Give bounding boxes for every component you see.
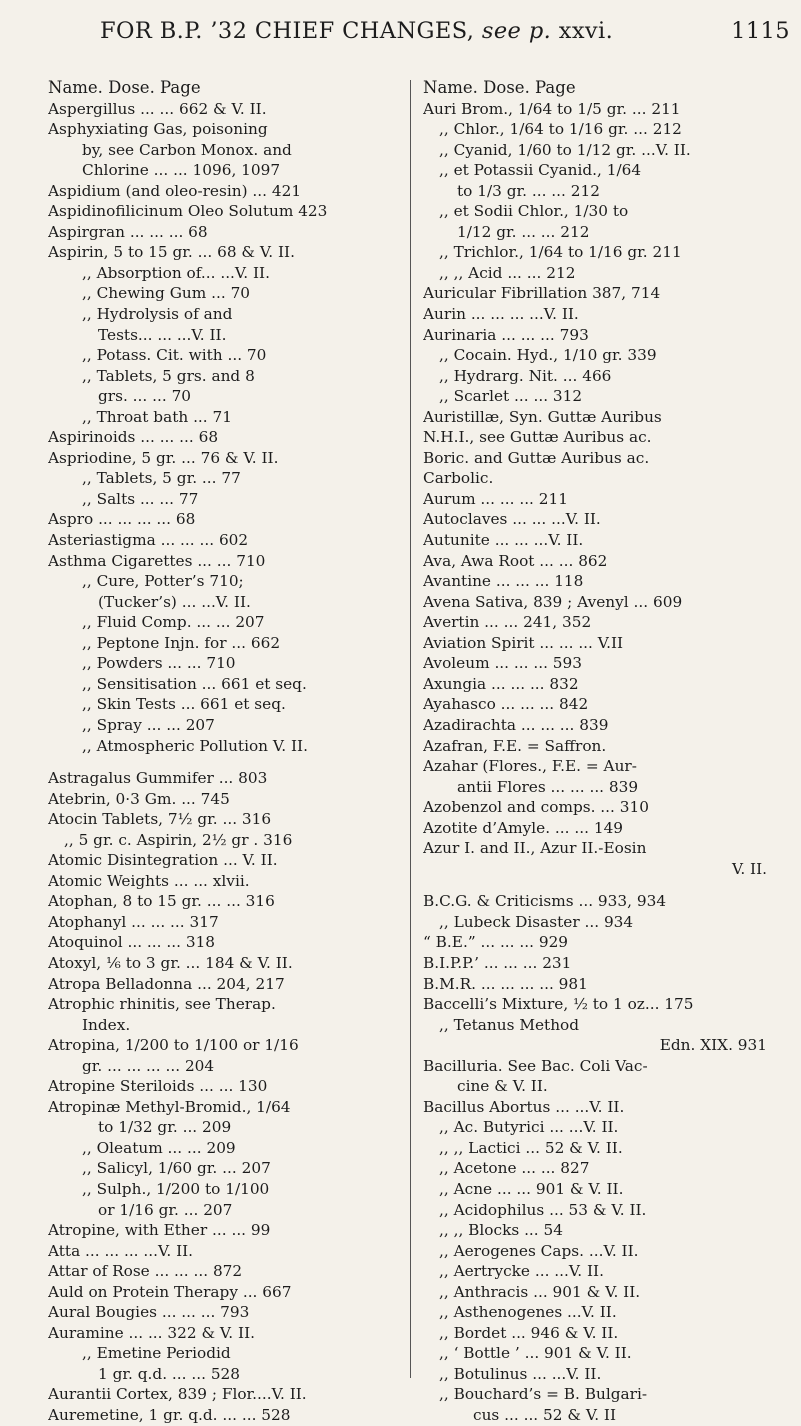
- index-entry: or 1/16 gr. ... 207: [98, 1200, 233, 1219]
- index-entry: 1 gr. q.d. ... ... 528: [98, 1364, 241, 1383]
- index-entry: Attar of Rose ... ... ... 872: [48, 1262, 243, 1281]
- index-entry: ,, Chlor., 1/64 to 1/16 gr. ... 212: [439, 120, 682, 139]
- index-entry: Atebrin, 0·3 Gm. ... 745: [48, 789, 230, 808]
- index-entry: Aural Bougies ... ... ... 793: [48, 1303, 250, 1322]
- column-heading: Name. Dose. Page: [48, 78, 201, 97]
- index-entry: Bacilluria. See Bac. Coli Vac-: [423, 1056, 648, 1075]
- running-header: [100, 18, 790, 44]
- index-entry: ,, Peptone Injn. for ... 662: [82, 633, 281, 652]
- index-entry: Autunite ... ... ...V. II.: [423, 531, 584, 550]
- index-entry: Chlorine ... ... 1096, 1097: [82, 161, 281, 180]
- index-entry: ,, Sensitisation ... 661 et seq.: [82, 674, 307, 693]
- index-entry: Auricular Fibrillation 387, 714: [423, 284, 661, 303]
- index-entry: ,, Salicyl, 1/60 gr. ... 207: [82, 1159, 271, 1178]
- index-entry: Atrophic rhinitis, see Therap.: [48, 995, 276, 1014]
- index-entry: Carbolic.: [423, 469, 494, 488]
- index-entry: Atropine Steriloids ... ... 130: [48, 1077, 268, 1096]
- index-entry: ,, et Sodii Chlor., 1/30 to: [439, 202, 629, 221]
- index-entry: Avena Sativa, 839 ; Avenyl ... 609: [423, 592, 683, 611]
- index-entry: ,, Potass. Cit. with ... 70: [82, 346, 267, 365]
- index-entry: ,, ‘ Bottle ’ ... 901 & V. II.: [439, 1344, 632, 1363]
- index-entry: Atoxyl, ⅙ to 3 gr. ... 184 & V. II.: [48, 953, 293, 972]
- left-column: [48, 78, 396, 1426]
- index-entry: Auremetine, 1 gr. q.d. ... ... 528: [48, 1406, 291, 1424]
- index-entry: Astragalus Gummifer ... 803: [48, 769, 268, 788]
- index-entry: “ B.E.” ... ... ... 929: [423, 933, 569, 952]
- index-entry: ,, Oleatum ... ... 209: [82, 1138, 236, 1157]
- index-entry: ,, Acetone ... ... 827: [439, 1159, 590, 1178]
- index-entry: ,, Fluid Comp. ... ... 207: [82, 613, 265, 632]
- index-entry: Azafran, F.E. = Saffron.: [423, 736, 607, 755]
- index-entry: B.I.P.P.’ ... ... ... 231: [423, 953, 572, 972]
- index-entry: ,, Hydrolysis of and: [82, 305, 233, 324]
- index-entry: Aspriodine, 5 gr. ... 76 & V. II.: [48, 448, 279, 467]
- index-entry: Ava, Awa Root ... ... 862: [423, 551, 608, 570]
- index-entry: Aurantii Cortex, 839 ; Flor....V. II.: [48, 1385, 307, 1404]
- entry-continuation: V. II.: [731, 859, 767, 878]
- index-entry: ,, Throat bath ... 71: [82, 407, 232, 426]
- index-entry: Azobenzol and comps. ... 310: [423, 798, 649, 817]
- index-entry: Atomic Weights ... ... xlvii.: [48, 871, 250, 890]
- index-entry: Auramine ... ... 322 & V. II.: [48, 1323, 255, 1342]
- index-entry: ,, Acidophilus ... 53 & V. II.: [439, 1200, 647, 1219]
- index-entry: ,, ,, Blocks ... 54: [439, 1221, 563, 1240]
- index-entry: Boric. and Guttæ Auribus ac.: [423, 448, 650, 467]
- index-entry: ,, Salts ... ... 77: [82, 489, 199, 508]
- index-entry: Atophanyl ... ... ... 317: [48, 912, 219, 931]
- index-entry: Bacillus Abortus ... ...V. II.: [423, 1097, 625, 1116]
- index-entry: Atropine, with Ether ... ... 99: [48, 1221, 271, 1240]
- index-entry: Auristillæ, Syn. Guttæ Auribus: [423, 407, 662, 426]
- column-divider: [410, 80, 411, 1378]
- index-entry: ,, Absorption of... ...V. II.: [82, 263, 270, 282]
- index-entry: ,, Lubeck Disaster ... 934: [439, 912, 634, 931]
- index-entry: Aspergillus ... ... 662 & V. II.: [48, 99, 267, 118]
- index-entry: Asphyxiating Gas, poisoning: [48, 120, 268, 139]
- index-entry: ,, Ac. Butyrici ... ...V. II.: [439, 1118, 619, 1137]
- index-entry: Ayahasco ... ... ... 842: [423, 695, 589, 714]
- index-entry: to 1/3 gr. ... ... 212: [457, 181, 600, 200]
- index-entry: Azotite d’Amyle. ... ... 149: [423, 818, 624, 837]
- index-entry: (Tucker’s) ... ...V. II.: [98, 592, 251, 611]
- index-entry: ,, Powders ... ... 710: [82, 654, 236, 673]
- entry-continuation: Edn. XIX. 931: [659, 1036, 767, 1055]
- index-entry: Auld on Protein Therapy ... 667: [48, 1282, 292, 1301]
- index-entry: [423, 1035, 767, 1056]
- index-entry: ,, Bouchard’s = B. Bulgari-: [439, 1385, 648, 1404]
- index-entry: ,, Aertrycke ... ...V. II.: [439, 1262, 604, 1281]
- index-entry: B.C.G. & Criticisms ... 933, 934: [423, 892, 667, 911]
- index-entry: ,, Spray ... ... 207: [82, 715, 215, 734]
- index-entry: by, see Carbon Monox. and: [82, 140, 292, 159]
- index-entry: cus ... ... 52 & V. II: [473, 1406, 617, 1424]
- index-entry: Aspirin, 5 to 15 gr. ... 68 & V. II.: [48, 243, 295, 262]
- index-entry: Aspidinofilicinum Oleo Solutum 423: [48, 202, 328, 221]
- index-entry: Atophan, 8 to 15 gr. ... ... 316: [48, 892, 275, 911]
- index-entry: ,, Acne ... ... 901 & V. II.: [439, 1179, 624, 1198]
- index-entry: Aurinaria ... ... ... 793: [423, 325, 589, 344]
- index-entry: Azadirachta ... ... ... 839: [423, 715, 609, 734]
- index-entry: ,, et Potassii Cyanid., 1/64: [439, 161, 642, 180]
- index-entry: ,, Bordet ... 946 & V. II.: [439, 1323, 619, 1342]
- index-entry: Aurin ... ... ... ...V. II.: [423, 305, 579, 324]
- index-entry: Avantine ... ... ... 118: [423, 572, 584, 591]
- column-heading: Name. Dose. Page: [423, 78, 576, 97]
- index-entry: ,, Emetine Periodid: [82, 1344, 231, 1363]
- index-entry: ,, ,, Lactici ... 52 & V. II.: [439, 1138, 623, 1157]
- page-number: 1115: [731, 18, 790, 44]
- right-column: [423, 78, 767, 1426]
- index-entry: Avoleum ... ... ... 593: [423, 654, 582, 673]
- index-entry: B.M.R. ... ... ... ... 981: [423, 974, 588, 993]
- index-entry: ,, Tablets, 5 grs. and 8: [82, 366, 255, 385]
- index-entry: Avertin ... ... 241, 352: [423, 613, 592, 632]
- index-entry: Atocin Tablets, 7½ gr. ... 316: [48, 810, 272, 829]
- index-entry: Aviation Spirit ... ... ... V.II: [423, 633, 624, 652]
- index-entry: Asthma Cigarettes ... ... 710: [48, 551, 266, 570]
- index-entry: ,, Aerogenes Caps. ...V. II.: [439, 1241, 639, 1260]
- index-entry: Tests... ... ...V. II.: [98, 325, 227, 344]
- index-entry: N.H.I., see Guttæ Auribus ac.: [423, 428, 652, 447]
- index-entry: cine & V. II.: [457, 1077, 548, 1096]
- index-entry: ,, Hydrarg. Nit. ... 466: [439, 366, 612, 385]
- index-entry: [423, 859, 767, 880]
- index-entry: Aspirgran ... ... ... 68: [48, 222, 208, 241]
- header-title: FOR B.P. ’32 CHIEF CHANGES,: [100, 18, 475, 44]
- index-entry: Auri Brom., 1/64 to 1/5 gr. ... 211: [423, 99, 681, 118]
- index-entry: Atropinæ Methyl-Bromid., 1/64: [48, 1097, 291, 1116]
- index-entry: ,, Chewing Gum ... 70: [82, 284, 251, 303]
- index-entry: ,, Cocain. Hyd., 1/10 gr. 339: [439, 346, 657, 365]
- index-entry: Index.: [82, 1015, 131, 1034]
- index-entry: Aspirinoids ... ... ... 68: [48, 428, 219, 447]
- index-entry: Baccelli’s Mixture, ½ to 1 oz... 175: [423, 995, 694, 1014]
- index-entry: Autoclaves ... ... ...V. II.: [423, 510, 601, 529]
- index-entry: ,, 5 gr. c. Aspirin, 2½ gr . 316: [64, 830, 293, 849]
- section-gap: [423, 879, 767, 891]
- index-entry: ,, Botulinus ... ...V. II.: [439, 1364, 602, 1383]
- index-entry: ,, Anthracis ... 901 & V. II.: [439, 1282, 641, 1301]
- index-entry: Aurum ... ... ... 211: [423, 489, 568, 508]
- index-entry: ,, Tablets, 5 gr. ... 77: [82, 469, 241, 488]
- index-entry: Atoquinol ... ... ... 318: [48, 933, 216, 952]
- index-entry: Asteriastigma ... ... ... 602: [48, 531, 249, 550]
- index-entry: ,, Scarlet ... ... 312: [439, 387, 583, 406]
- index-entry: ,, Tetanus Method: [439, 1015, 580, 1034]
- index-entry: Azahar (Flores., F.E. = Aur-: [423, 757, 637, 776]
- index-entry: ,, Skin Tests ... 661 et seq.: [82, 695, 286, 714]
- header-roman: xxvi.: [558, 18, 614, 44]
- section-gap: [48, 756, 396, 768]
- index-entry: Atropa Belladonna ... 204, 217: [48, 974, 285, 993]
- index-entry: ,, Cure, Potter’s 710;: [82, 572, 244, 591]
- index-entry: Axungia ... ... ... 832: [423, 674, 579, 693]
- index-entry: antii Flores ... ... ... 839: [457, 777, 639, 796]
- index-entry: Aspidium (and oleo-resin) ... 421: [48, 181, 302, 200]
- index-entry: gr. ... ... ... ... 204: [82, 1056, 215, 1075]
- index-entry: ,, Asthenogenes ...V. II.: [439, 1303, 617, 1322]
- index-entry: Azur I. and II., Azur II.-Eosin: [423, 839, 647, 858]
- index-entry: Aspro ... ... ... ... 68: [48, 510, 196, 529]
- index-entry: ,, Cyanid, 1/60 to 1/12 gr. ...V. II.: [439, 140, 691, 159]
- index-entry: ,, Trichlor., 1/64 to 1/16 gr. 211: [439, 243, 682, 262]
- header-p: p.: [528, 18, 552, 44]
- index-entry: ,, ,, Acid ... ... 212: [439, 263, 576, 282]
- index-entry: 1/12 gr. ... ... 212: [457, 222, 590, 241]
- index-entry: grs. ... ... 70: [98, 387, 192, 406]
- index-entry: ,, Atmospheric Pollution V. II.: [82, 736, 308, 755]
- index-entry: Atomic Disintegration ... V. II.: [48, 851, 278, 870]
- index-entry: ,, Sulph., 1/200 to 1/100: [82, 1179, 270, 1198]
- index-entry: Atta ... ... ... ...V. II.: [48, 1241, 194, 1260]
- index-entry: Atropina, 1/200 to 1/100 or 1/16: [48, 1036, 299, 1055]
- header-see: see: [481, 18, 522, 44]
- index-entry: to 1/32 gr. ... 209: [98, 1118, 232, 1137]
